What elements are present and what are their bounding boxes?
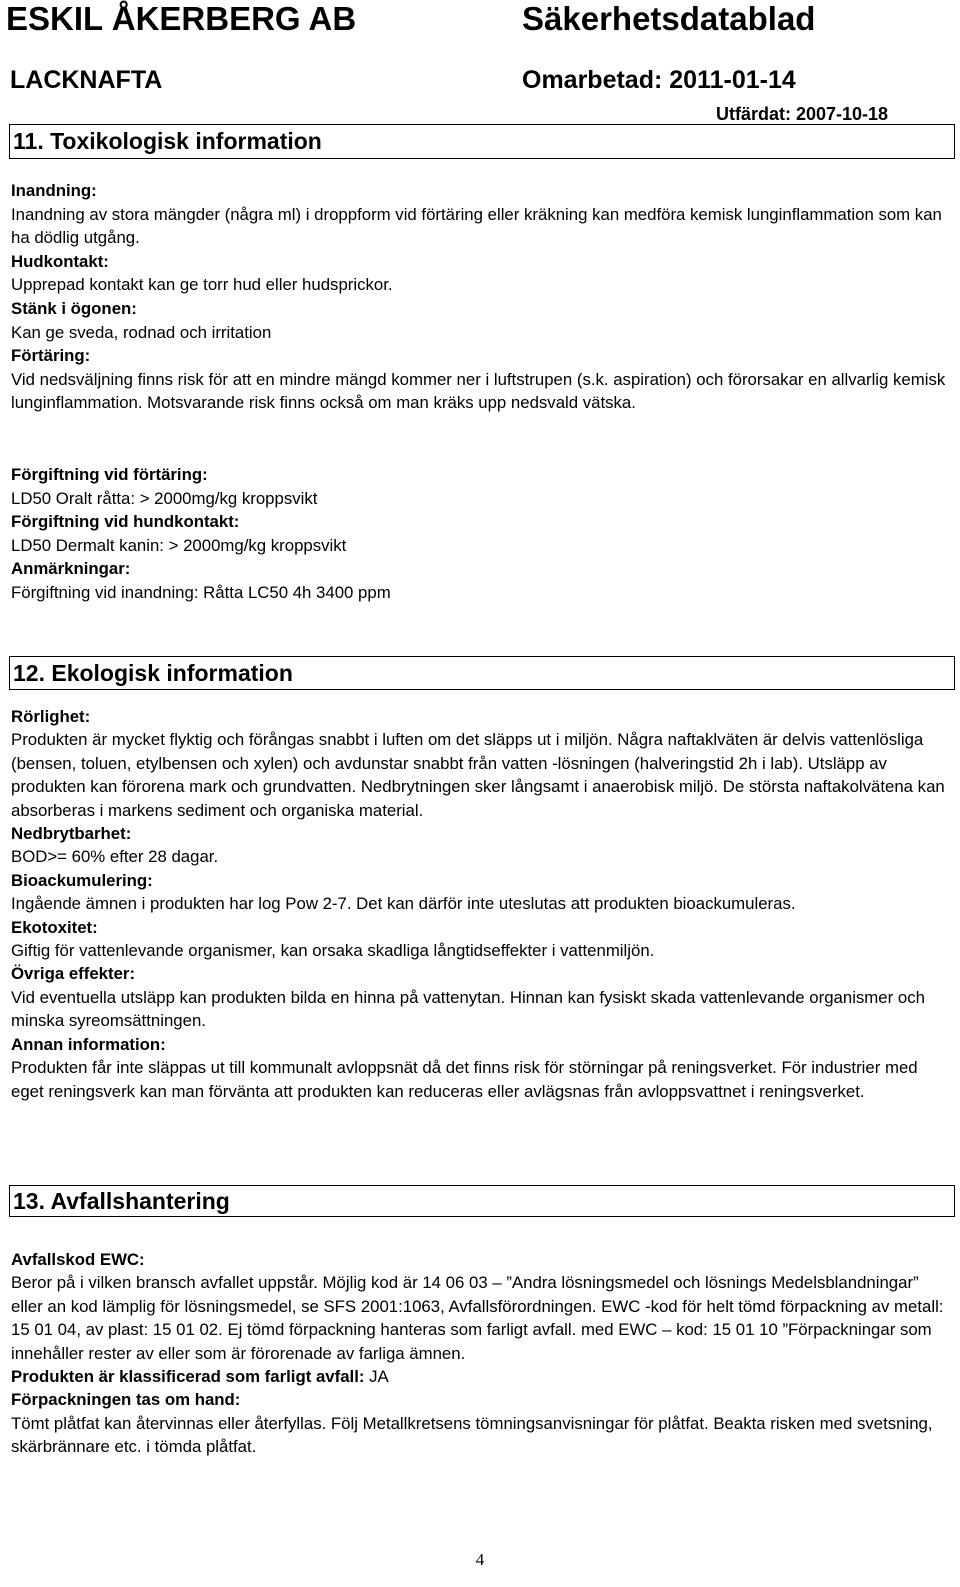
ingestion-text: Vid nedsväljning finns risk för att en mindre mängd kommer ner i luftstrupen (s.k. aspiration) och förorsakar en allvarlig kemisk lunginflammation. Motsvarande risk finns också om man kräks upp nedsvald vätska. <box>11 369 946 413</box>
classified-value: JA <box>369 1367 389 1387</box>
document-type: Säkerhetsdatablad <box>522 0 816 37</box>
other-effects-text: Vid eventuella utsläpp kan produkten bilda en hinna på vattenytan. Hinnan kan fysiskt skada vattenlevande organismer och minska syreomsättningen. <box>11 987 925 1031</box>
ecotoxicity-label: Ekotoxitet: <box>11 917 98 937</box>
section-13-heading: 13. Avfallshantering <box>9 1185 955 1217</box>
bioaccumulation-label: Bioackumulering: <box>11 870 153 890</box>
mobility-label: Rörlighet: <box>11 707 91 726</box>
degradability-label: Nedbrytbarhet: <box>11 824 132 844</box>
oral-toxicity-label: Förgiftning vid förtäring: <box>11 465 208 484</box>
company-name: ESKIL ÅKERBERG AB <box>6 0 357 37</box>
mobility-text: Produkten är mycket flyktig och förångas snabbt i luften om det släpps ut i miljön. Några naftaklväten är delvis vattenlösliga (bensen, toluen, etylbensen och xylen) och avdunstar snabbt från vatten -lösningen (halveringstid 2h i lab). Utsläpp av produkten kan förorena mark och grundvatten. Nedbrytningen sker långsamt i anaerobisk miljö. De största naftakolvätena kan absorberas i markens sediment och organiska material. <box>11 730 945 820</box>
eye-contact-label: Stänk i ögonen: <box>11 298 137 318</box>
ingestion-label: Förtäring: <box>11 346 91 366</box>
ewc-label: Avfallskod EWC: <box>11 1250 145 1269</box>
section-12-heading: 12. Ekologisk information <box>9 656 955 690</box>
packaging-label: Förpackningen tas om hand: <box>11 1390 241 1410</box>
page-number: 4 <box>475 1550 485 1569</box>
section-11-body <box>11 179 953 415</box>
dermal-toxicity-label: Förgiftning vid hundkontakt: <box>11 512 240 532</box>
section-11-heading: 11. Toxikologisk information <box>9 124 955 159</box>
classified-line <box>11 1365 953 1388</box>
remarks-label: Anmärkningar: <box>11 559 131 579</box>
classified-label: Produkten är klassificerad som farligt avfall: <box>11 1367 365 1387</box>
packaging-text: Tömt plåtfat kan återvinnas eller återfyllas. Följ Metallkretsens tömningsanvisningar för plåtfat. Beakta risken med svetsning, skärbrännare etc. i tömda plåtfat. <box>11 1413 933 1457</box>
product-name: LACKNAFTA <box>10 66 163 94</box>
skin-contact-label: Hudkontakt: <box>11 251 109 271</box>
remarks-text: Förgiftning vid inandning: Råtta LC50 4h 3400 ppm <box>11 582 391 602</box>
issued-date: Utfärdat: 2007-10-18 <box>716 104 889 124</box>
inhalation-label: Inandning: <box>11 181 97 200</box>
inhalation-text: Inandning av stora mängder (några ml) i droppform vid förtäring eller kräkning kan medföra kemisk lunginflammation som kan ha dödlig utgång. <box>11 204 942 248</box>
section-13-body <box>11 1248 953 1459</box>
other-effects-label: Övriga effekter: <box>11 964 136 984</box>
other-info-label: Annan information: <box>11 1034 166 1054</box>
degradability-text: BOD>= 60% efter 28 dagar. <box>11 847 219 867</box>
dermal-toxicity-text: LD50 Dermalt kanin: > 2000mg/kg kroppsvikt <box>11 535 347 555</box>
section-12-body <box>11 705 953 1103</box>
revised-date: Omarbetad: 2011-01-14 <box>522 66 796 94</box>
oral-toxicity-text: LD50 Oralt råtta: > 2000mg/kg kroppsvikt <box>11 488 318 508</box>
bioaccumulation-text: Ingående ämnen i produkten har log Pow 2-7. Det kan därför inte uteslutas att produkten bioackumuleras. <box>11 894 796 914</box>
section-11-toxicity <box>11 463 953 605</box>
ewc-text: Beror på i vilken bransch avfallet uppstår. Möjlig kod är 14 06 03 – ”Andra lösningsmedel och lösnings Medelsblandningar” eller an kod lämplig för lösningsmedel, se SFS 2001:1063, Avfallsförordningen. EWC -kod för helt tömd förpackning av metall: 15 01 04, av plast: 15 01 02. Ej tömd förpackning hanteras som farligt avfall. med EWC – kod: 15 01 10 ”Förpackningar som innehåller rester av eller som är förorenade av farliga ämnen. <box>11 1273 944 1363</box>
eye-contact-text: Kan ge sveda, rodnad och irritation <box>11 322 272 342</box>
ecotoxicity-text: Giftig för vattenlevande organismer, kan orsaka skadliga långtidseffekter i vattenmiljön. <box>11 941 655 961</box>
other-info-text: Produkten får inte släppas ut till kommunalt avloppsnät då det finns risk för störningar på reningsverket. För industrier med eget reningsverk kan man förvänta att produkten kan reduceras eller avlägsnas från avloppsvattnet i reningsverket. <box>11 1058 918 1101</box>
skin-contact-text: Upprepad kontakt kan ge torr hud eller hudsprickor. <box>11 275 393 295</box>
